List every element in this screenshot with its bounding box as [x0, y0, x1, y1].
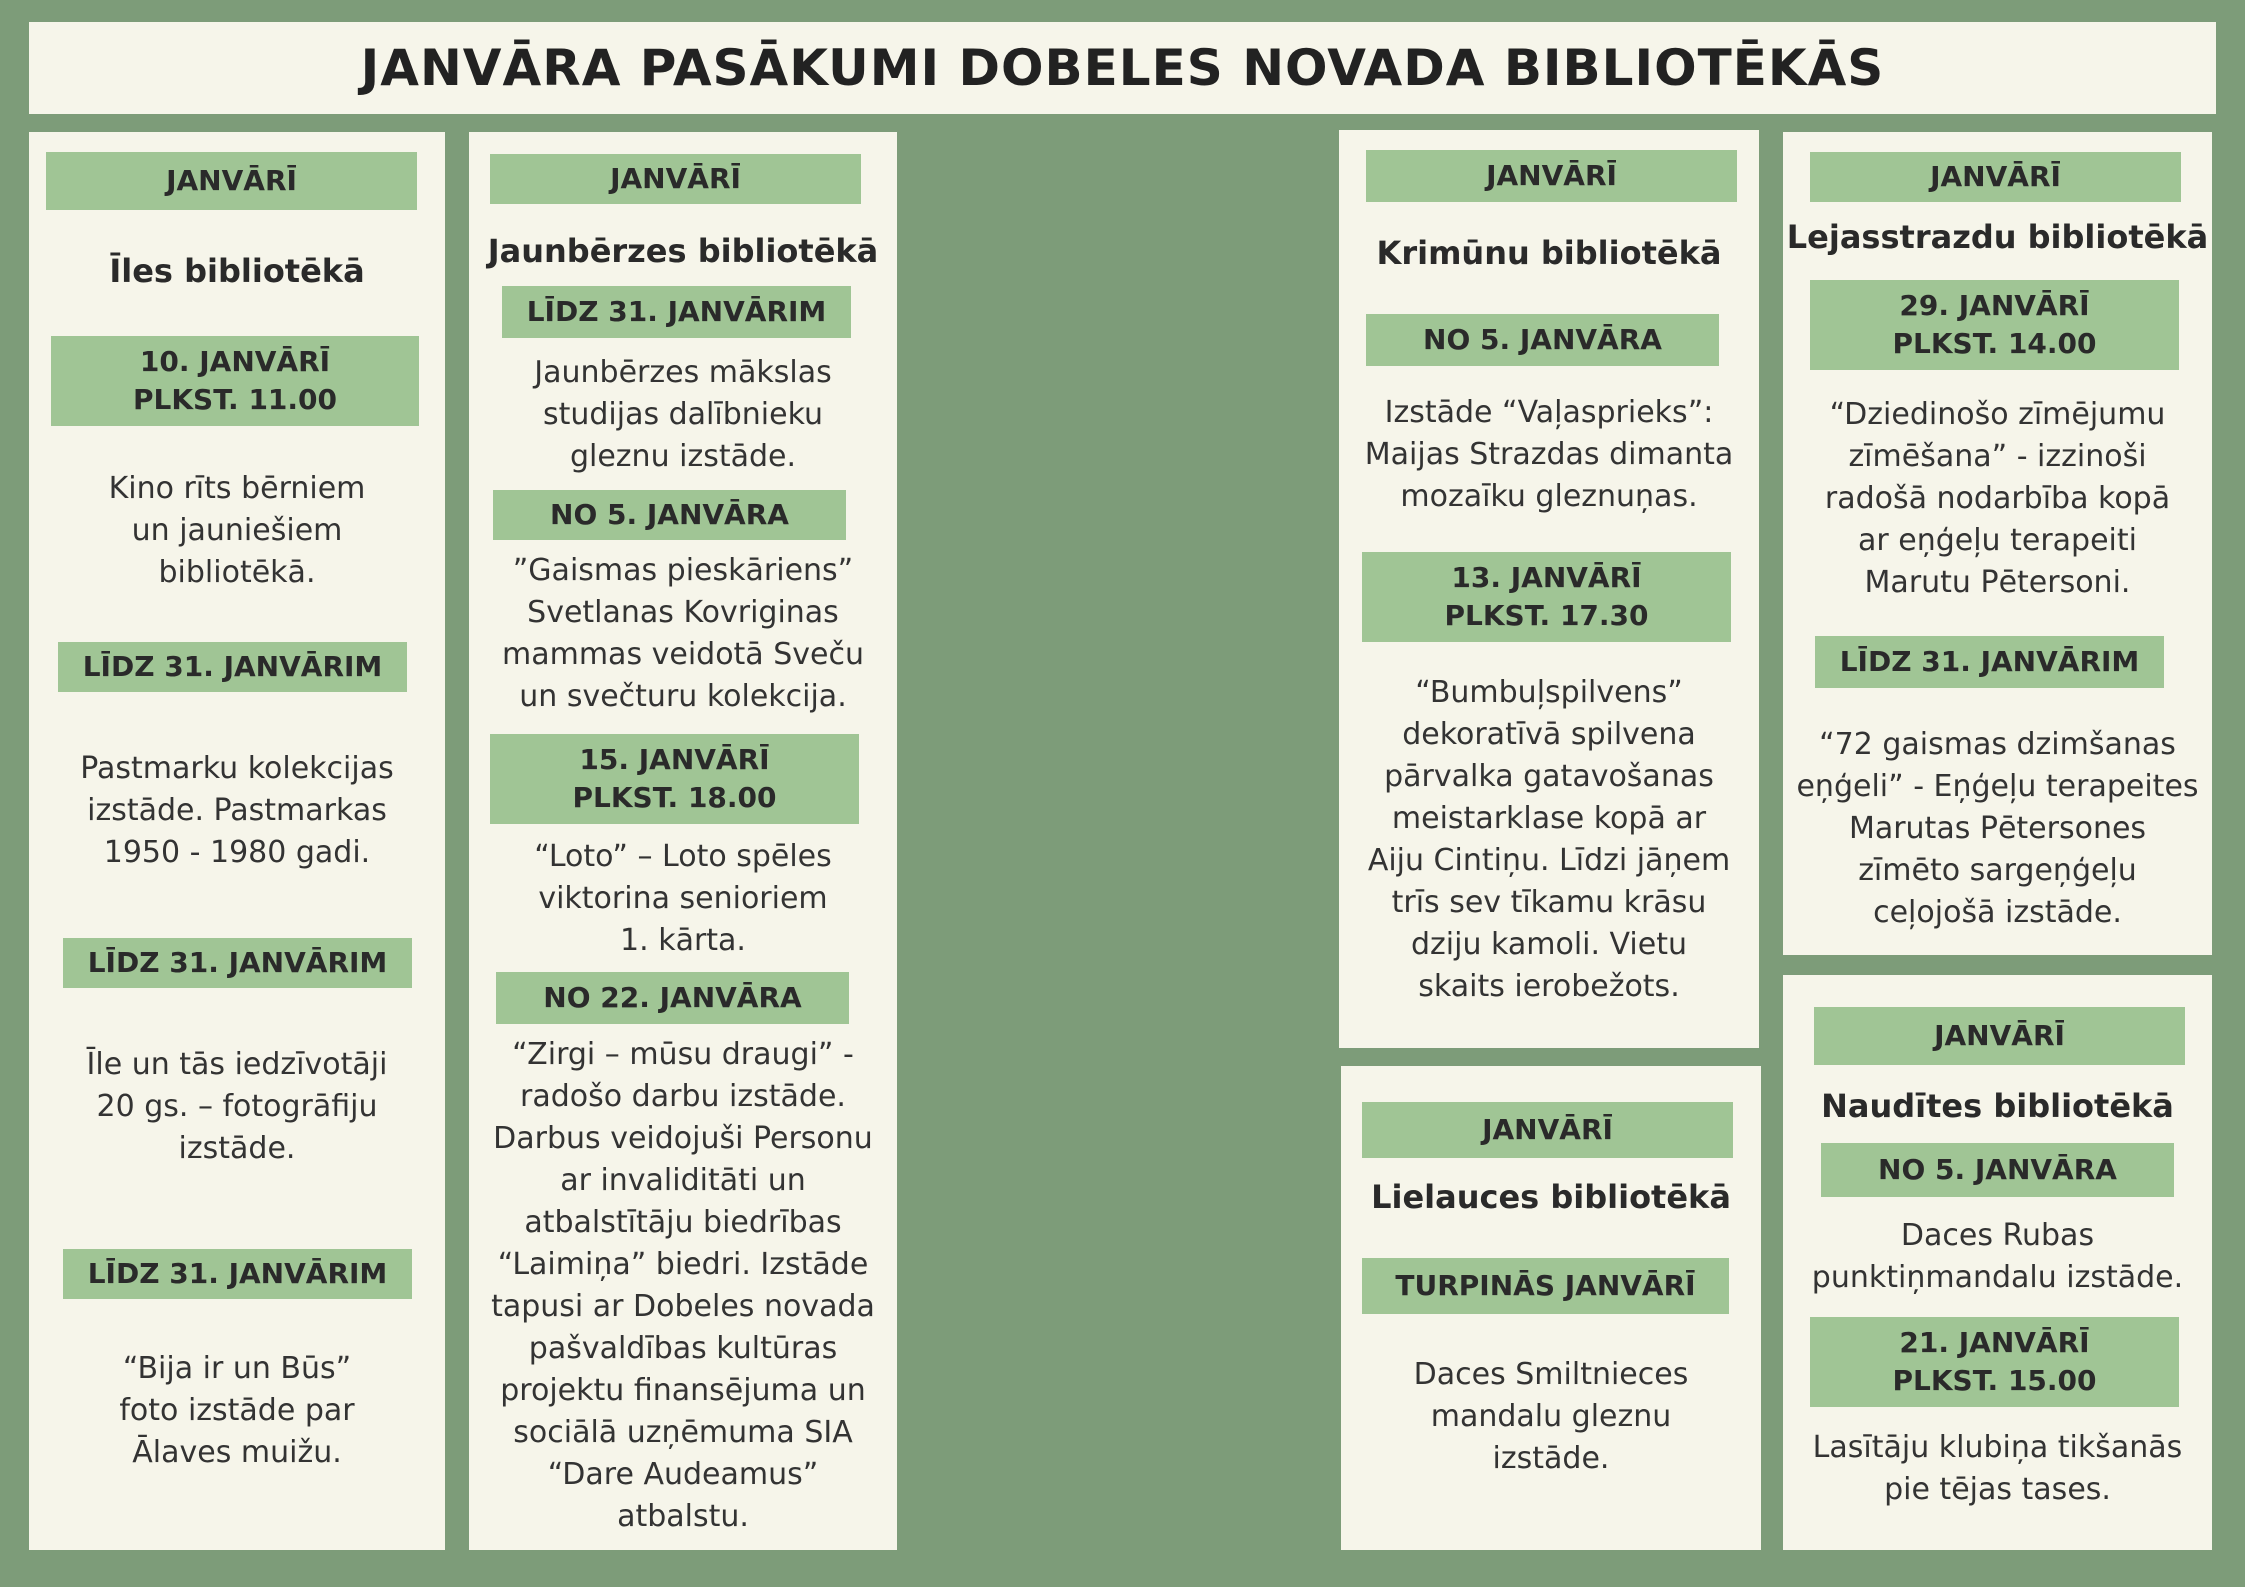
- event-date: NO 22. JANVĀRA: [543, 981, 802, 1014]
- event-date: 13. JANVĀRĪ: [1451, 561, 1642, 594]
- event-description: Pastmarku kolekcijas izstāde. Pastmarkas 1950 - 1980 gadi.: [80, 751, 394, 870]
- event-description: Īle un tās iedzīvotāji 20 gs. – fotogrāfiju izstāde.: [86, 1047, 388, 1166]
- month-tag: [1362, 1102, 1733, 1158]
- event-date: 21. JANVĀRĪ: [1899, 1326, 2090, 1359]
- library-name: Krimūnu bibliotēkā: [1376, 234, 1722, 272]
- event-date-tag: [1815, 636, 2164, 688]
- event-description: Kino rīts bērniem un jauniešiem bibliotēkā.: [108, 471, 366, 590]
- event-date-tag: [490, 734, 859, 824]
- library-name: Lejasstrazdu bibliotēkā: [1786, 218, 2209, 256]
- month-tag: [1814, 1007, 2185, 1065]
- month-label: JANVĀRĪ: [1482, 1113, 1613, 1146]
- month-label: JANVĀRĪ: [1930, 160, 2061, 193]
- month-tag: [1810, 152, 2181, 202]
- card-naudites: [1783, 975, 2212, 1550]
- event-date-tag: [63, 1249, 412, 1299]
- event-date: 10. JANVĀRĪ: [139, 345, 331, 378]
- event-description: “Bumbuļspilvens” dekoratīvā spilvena pārvalka gatavošanas meistarklase kopā ar Aiju Cintiņu. Līdzi jāņem trīs sev tīkamu krāsu dziju kamoli. Vietu skaits ierobežots.: [1367, 675, 1731, 1004]
- event-date: NO 5. JANVĀRA: [1423, 323, 1662, 356]
- event-date-tag: [1810, 1317, 2179, 1407]
- month-tag: [46, 152, 417, 210]
- event-description: Jaunbērzes mākslas studijas dalībnieku gleznu izstāde.: [534, 355, 832, 474]
- event-date: 29. JANVĀRĪ: [1899, 289, 2090, 322]
- event-date-tag: [58, 642, 407, 692]
- card-iles: [29, 132, 445, 1550]
- event-date-tag: [1366, 314, 1719, 366]
- event-description: Daces Smiltnieces mandalu gleznu izstāde.: [1413, 1357, 1689, 1476]
- event-date: 15. JANVĀRĪ: [579, 743, 770, 776]
- event-date-tag: [1362, 552, 1731, 642]
- event-time: PLKST. 17.30: [1444, 599, 1649, 632]
- page-title: JANVĀRA PASĀKUMI DOBELES NOVADA BIBLIOTĒKĀS: [360, 39, 1885, 97]
- event-time: PLKST. 15.00: [1892, 1364, 2097, 1397]
- event-description: “Loto” – Loto spēles viktorina senioriem 1. kārta.: [534, 839, 832, 958]
- month-label: JANVĀRĪ: [1486, 159, 1617, 192]
- event-description: “Zirgi – mūsu draugi” - radošo darbu izstāde. Darbus veidojuši Personu ar invaliditāti un atbalstītāju biedrības “Laimiņa” biedri. Izstāde tapusi ar Dobeles novada pašvaldības kultūras projektu finansējuma un sociālā uzņēmuma SIA “Dare Audeamus” atbalstu.: [491, 1037, 875, 1534]
- event-description: “Bija ir un Būs” foto izstāde par Ālaves muižu.: [119, 1351, 355, 1470]
- event-description: “72 gaismas dzimšanas eņģeli” - Eņģeļu terapeites Marutas Pētersones zīmēto sargeņģeļu ceļojošā izstāde.: [1796, 727, 2199, 930]
- library-name: Lielauces bibliotēkā: [1371, 1178, 1731, 1216]
- event-date-tag: [1362, 1258, 1729, 1314]
- event-date-tag: [51, 336, 419, 426]
- event-date: TURPINĀS JANVĀRĪ: [1395, 1269, 1696, 1302]
- month-tag: [490, 154, 861, 204]
- event-date: LĪDZ 31. JANVĀRIM: [1839, 645, 2140, 678]
- library-name: Naudītes bibliotēkā: [1821, 1087, 2174, 1125]
- event-description: ”Gaismas pieskāriens” Svetlanas Kovriginas mammas veidotā Sveču un svečturu kolekcija.: [502, 553, 864, 714]
- event-date: LĪDZ 31. JANVĀRIM: [87, 1257, 388, 1290]
- month-label: JANVĀRĪ: [610, 162, 741, 195]
- card-lejasstrazdu: [1783, 132, 2212, 955]
- event-date: LĪDZ 31. JANVĀRIM: [526, 295, 827, 328]
- event-description: Izstāde “Vaļasprieks”: Maijas Strazdas dimanta mozaīku gleznuņas.: [1364, 395, 1734, 514]
- event-time: PLKST. 14.00: [1892, 327, 2097, 360]
- event-date: NO 5. JANVĀRA: [1878, 1153, 2117, 1186]
- card-lielauces: [1341, 1066, 1761, 1550]
- event-time: PLKST. 18.00: [572, 781, 777, 814]
- event-date-tag: [502, 286, 851, 338]
- event-description: “Dziedinošo zīmējumu zīmēšana” - izzinoši radošā nodarbība kopā ar eņģeļu terapeiti Marutu Pētersoni.: [1824, 397, 2171, 600]
- title-bar: [29, 22, 2216, 114]
- event-date-tag: [496, 972, 849, 1024]
- event-date: NO 5. JANVĀRA: [550, 498, 789, 531]
- month-tag: [1366, 150, 1737, 202]
- event-date: LĪDZ 31. JANVĀRIM: [87, 946, 388, 979]
- library-name: Īles bibliotēkā: [109, 252, 365, 290]
- event-date: LĪDZ 31. JANVĀRIM: [82, 650, 383, 683]
- month-label: JANVĀRĪ: [1934, 1019, 2065, 1052]
- library-name: Jaunbērzes bibliotēkā: [487, 232, 879, 270]
- event-date-tag: [493, 490, 846, 540]
- event-date-tag: [1821, 1143, 2174, 1197]
- card-jaunberzes: [469, 132, 897, 1550]
- card-krimunu: [1339, 130, 1759, 1048]
- event-description: Daces Rubas punktiņmandalu izstāde.: [1811, 1218, 2184, 1295]
- event-date-tag: [63, 938, 412, 988]
- event-date-tag: [1810, 280, 2179, 370]
- month-label: JANVĀRĪ: [166, 164, 297, 197]
- event-description: Lasītāju klubiņa tikšanās pie tējas tases.: [1812, 1430, 2183, 1507]
- event-time: PLKST. 11.00: [132, 383, 338, 416]
